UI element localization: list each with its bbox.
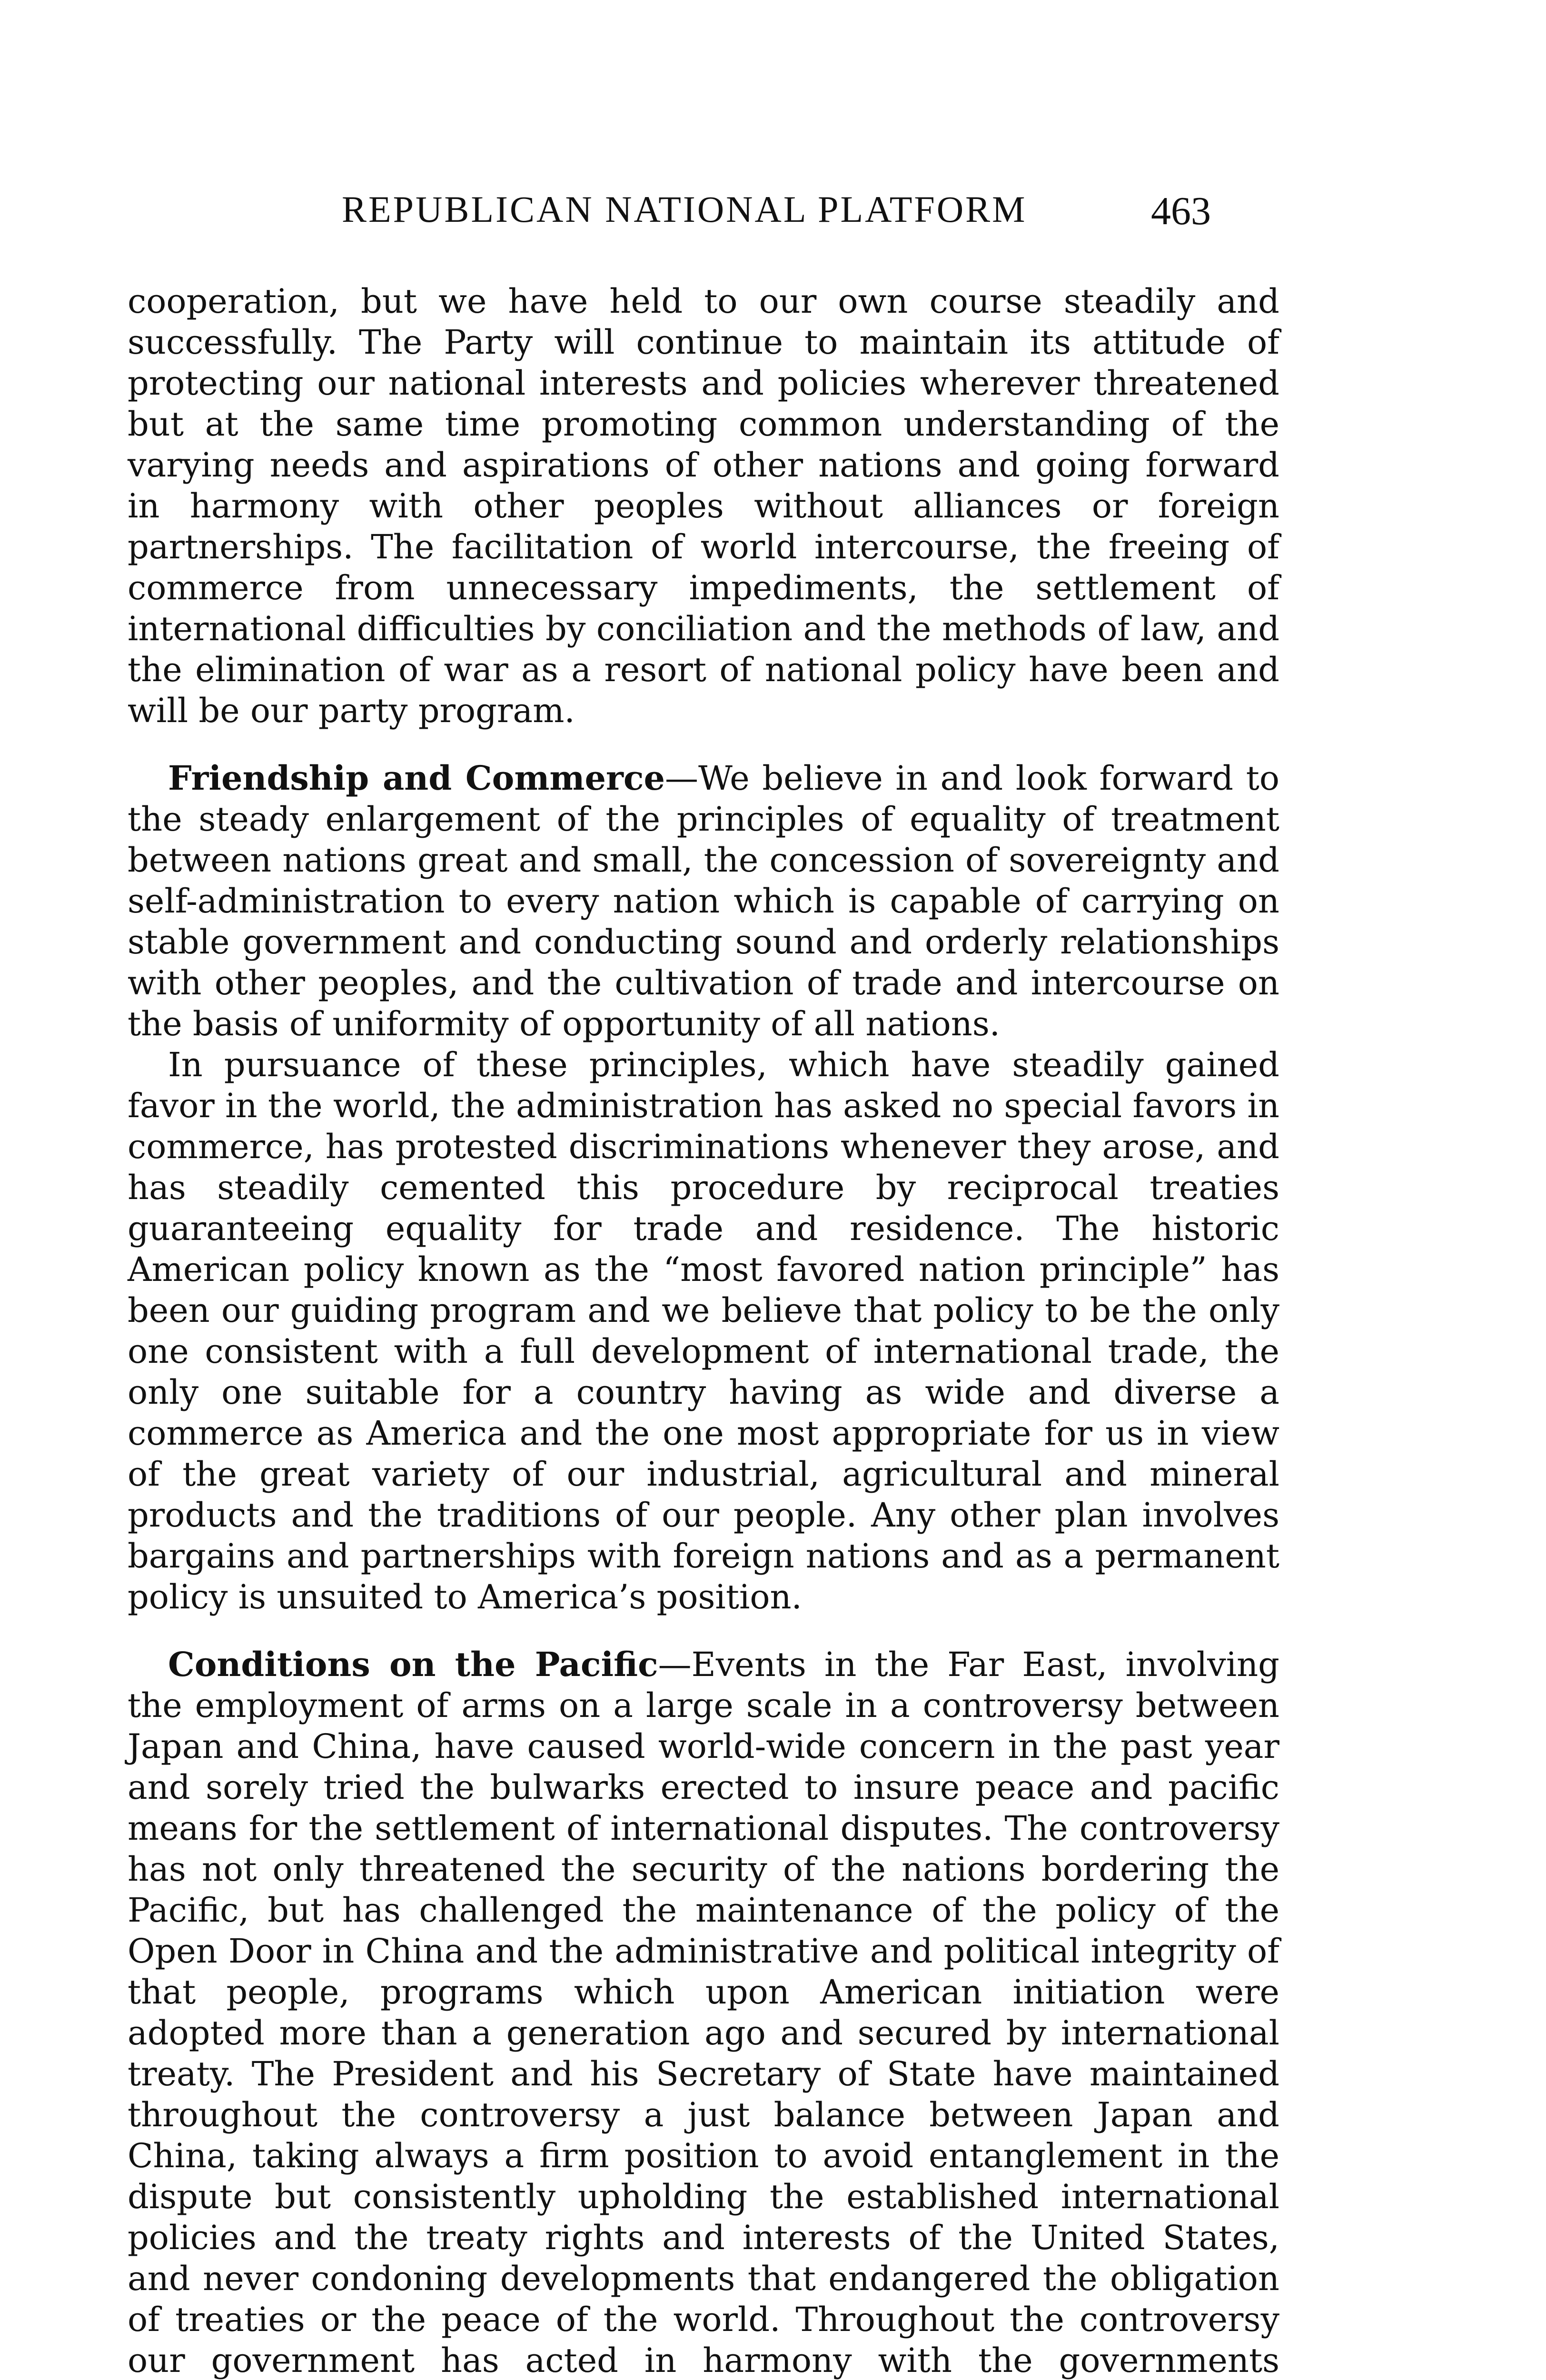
paragraph-text: —Events in the Far East, involving the employment of arms on a large scale in a controversy between Japan and China, have caused world-wide concern in the past year and sorely tried the bulwarks erected to insure peace and pacific means for the settlement of international disputes. The controversy has not only threatened the security of the nations bordering the Pacific, but has challenged the maintenance of the policy of the Open Door in China and the administrative and political integrity of that people, programs which upon American initiation were adopted more than a generation ago and secured by international treaty. The President and his Secretary of State have maintained throughout the controversy a just balance between Japan and China, taking always a firm position to avoid entanglement in the dispute but consistently upholding the established international policies and the treaty rights and interests of the United States, and never condoning developments that endangered the obligation of treaties or the peace of the world. Throughout the controversy our government has acted in harmony with the governments xyxy=(128,1645,1279,2380)
paragraph-pursuance: In pursuance of these principles, which have steadily gained favor in the world, the administration has asked no special favors in commerce, has protested discriminations whenever they arose, and has steadily cemented this procedure by reciprocal treaties guaranteeing equality for trade and residence. The historic American policy known as the “most favored nation principle” has been our guiding program and we believe that policy to be the only one consistent with a full development of international trade, the only one suitable for a country having as wide and diverse a commerce as America and the one most appropriate for us in view of the great variety of our industrial, agricultural and mineral products and the traditions of our people. Any other plan involves bargains and partnerships with foreign nations and as a permanent policy is unsuited to America’s position. xyxy=(128,1045,1279,1616)
paragraph-friendship-commerce xyxy=(128,758,1279,1044)
running-head-title: REPUBLICAN NATIONAL PLATFORM xyxy=(342,188,1027,230)
paragraph-conditions-pacific xyxy=(128,1644,1279,2380)
section-heading-friendship-commerce: Friendship and Commerce xyxy=(168,758,665,798)
page-number: 463 xyxy=(1151,189,1211,233)
book-page xyxy=(128,143,1279,2380)
paragraph-text: —We believe in and look forward to the steady enlargement of the principles of equality of treatment between nations great and small, the concession of sovereignty and self-administration to every nation which is capable of carrying on stable government and conducting sound and orderly relationships with other peoples, and the cultivation of trade and intercourse on the basis of uniformity of opportunity of all nations. xyxy=(128,759,1279,1043)
paragraph-continuation: cooperation, but we have held to our own course steadily and successfully. The Party will continue to maintain its attitude of protecting our national interests and policies wherever threatened but at the same time promoting common understanding of the varying needs and aspirations of other nations and going forward in harmony with other peoples without alliances or foreign partnerships. The facilitation of world intercourse, the freeing of commerce from unnecessary impediments, the settlement of international difficulties by conciliation and the methods of law, and the elimination of war as a resort of national policy have been and will be our party program. xyxy=(128,282,1279,730)
section-heading-conditions-pacific: Conditions on the Pacific xyxy=(168,1645,658,1684)
running-head xyxy=(128,143,1279,233)
body-text xyxy=(128,281,1279,2380)
